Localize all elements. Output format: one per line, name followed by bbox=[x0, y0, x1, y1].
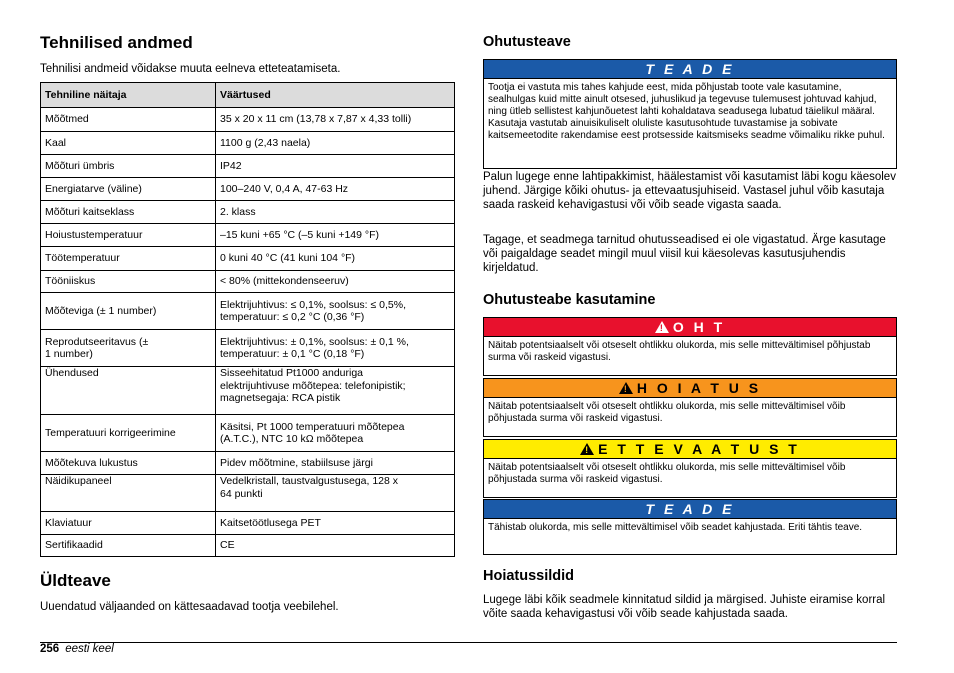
notice-box-1 bbox=[483, 59, 897, 169]
spec-value-cell: Käsitsi, Pt 1000 temperatuuri mõõtepea (A.T.C.), NTC 10 kΩ mõõtepea bbox=[216, 415, 455, 452]
notice-header-1: T E A D E bbox=[484, 60, 896, 79]
spec-header-name: Tehniline näitaja bbox=[41, 83, 216, 108]
spec-table-row bbox=[41, 367, 455, 415]
spec-value-cell: –15 kuni +65 °C (–5 kuni +149 °F) bbox=[216, 224, 455, 247]
spec-table-header-row bbox=[41, 83, 455, 108]
spec-value-cell: Elektrijuhtivus: ≤ 0,1%, soolsus: ≤ 0,5%, temperatuur: ≤ 0,2 °C (0,36 °F) bbox=[216, 293, 455, 330]
section-title-labels: Hoiatussildid bbox=[483, 568, 575, 584]
spec-name-cell: Mõõtmed bbox=[41, 108, 216, 132]
safety-paragraph-1: Palun lugege enne lahtipakkimist, häälestamist või kasutamist läbi kogu käesolev juhend. Järgige kõiki ohutus- ja ettevaatusjuhiseid. Vastasel juhul võib kasutaja saada raskeid kehavigastusi või võib seade vigasta saada. bbox=[483, 171, 896, 211]
warning-text: Näitab potentsiaalselt või otseselt ohtlikku olukorda, mis selle mittevältimisel võib põhjustada surma või raskeid vigastusi. bbox=[488, 401, 846, 424]
page-footer bbox=[40, 643, 114, 655]
spec-table-row bbox=[41, 132, 455, 155]
spec-table-row bbox=[41, 108, 455, 132]
spec-table bbox=[40, 82, 455, 557]
spec-value-cell: 1100 g (2,43 naela) bbox=[216, 132, 455, 155]
general-text: Uuendatud väljaanded on kättesaadavad tootja veebilehel. bbox=[40, 601, 339, 613]
warning-box bbox=[483, 378, 897, 437]
spec-value-cell: 2. klass bbox=[216, 201, 455, 224]
footer-language: eesti keel bbox=[65, 643, 114, 655]
spec-value-cell: 0 kuni 40 °C (41 kuni 104 °F) bbox=[216, 247, 455, 271]
spec-value-cell: Sisseehitatud Pt1000 anduriga elektrijuhtivuse mõõtepea: telefonipistik; magnetsegaja: RCA pistik bbox=[216, 367, 455, 415]
warning-triangle-icon: ! bbox=[619, 382, 633, 394]
spec-name-cell: Mõõtekuva lukustus bbox=[41, 452, 216, 475]
safety-paragraph-2: Tagage, et seadmega tarnitud ohutusseadised ei ole vigastatud. Ärge kasutage või paigaldage seadet mingil muul viisil kui käesolevas kasutusjuhendis kirjeldatud. bbox=[483, 234, 886, 274]
page-number: 256 bbox=[40, 643, 60, 655]
spec-table-row bbox=[41, 330, 455, 367]
spec-table-row bbox=[41, 475, 455, 512]
warning-triangle-icon: ! bbox=[655, 321, 669, 333]
section-title-general: Üldteave bbox=[40, 571, 111, 590]
spec-name-cell: Ühendused bbox=[41, 367, 216, 415]
spec-name-cell: Näidikupaneel bbox=[41, 475, 216, 512]
spec-table-row bbox=[41, 201, 455, 224]
spec-table-row bbox=[41, 535, 455, 557]
section-title-hazard-info: Ohutusteabe kasutamine bbox=[483, 292, 656, 308]
section-title-safety: Ohutusteave bbox=[483, 34, 571, 50]
spec-name-cell: Mõõturi ümbris bbox=[41, 155, 216, 178]
spec-value-cell: 35 x 20 x 11 cm (13,78 x 7,87 x 4,33 tolli) bbox=[216, 108, 455, 132]
danger-box bbox=[483, 317, 897, 376]
caution-text: Näitab potentsiaalselt või otseselt ohtlikku olukorda, mis selle mittevältimisel võib põhjustada surma või raskeid vigastusi. bbox=[488, 462, 846, 485]
spec-value-cell: Elektrijuhtivus: ± 0,1%, soolsus: ± 0,1 %, temperatuur: ± 0,1 °C (0,18 °F) bbox=[216, 330, 455, 367]
spec-value-cell: IP42 bbox=[216, 155, 455, 178]
spec-name-cell: Töötemperatuur bbox=[41, 247, 216, 271]
notice-header-2: T E A D E bbox=[484, 500, 896, 519]
spec-name-cell: Hoiustustemperatuur bbox=[41, 224, 216, 247]
spec-name-cell: Energiatarve (väline) bbox=[41, 178, 216, 201]
spec-name-cell: Reprodutseeritavus (± 1 number) bbox=[41, 330, 216, 367]
spec-name-cell: Kaal bbox=[41, 132, 216, 155]
section-title-technical-data: Tehnilised andmed bbox=[40, 33, 193, 52]
spec-table-row bbox=[41, 247, 455, 271]
spec-table-row bbox=[41, 178, 455, 201]
spec-name-cell: Mõõturi kaitseklass bbox=[41, 201, 216, 224]
technical-data-intro: Tehnilisi andmeid võidakse muuta eelneva etteteatamiseta. bbox=[40, 63, 341, 75]
spec-value-cell: < 80% (mittekondenseeruv) bbox=[216, 271, 455, 293]
footer-divider bbox=[40, 642, 897, 643]
spec-name-cell: Mõõteviga (± 1 number) bbox=[41, 293, 216, 330]
labels-text: Lugege läbi kõik seadmele kinnitatud sildid ja märgised. Juhiste eiramise korral võite saada kehavigastusi või võib seade kahjustada saada. bbox=[483, 594, 886, 620]
danger-header: ! O H T bbox=[484, 318, 896, 337]
spec-value-cell: Kaitsetöötlusega PET bbox=[216, 512, 455, 535]
spec-table-row bbox=[41, 155, 455, 178]
spec-table-row bbox=[41, 293, 455, 330]
notice-box-2 bbox=[483, 499, 897, 555]
spec-table-row bbox=[41, 224, 455, 247]
spec-header-value: Väärtused bbox=[216, 83, 455, 108]
spec-name-cell: Tööniiskus bbox=[41, 271, 216, 293]
caution-header: ! E T T E V A A T U S T bbox=[484, 440, 896, 459]
notice-text-2: Tähistab olukorda, mis selle mittevältimisel võib seadet kahjustada. Eriti tähtis teave. bbox=[488, 522, 863, 533]
spec-name-cell: Temperatuuri korrigeerimine bbox=[41, 415, 216, 452]
warning-triangle-icon: ! bbox=[580, 443, 594, 455]
danger-text: Näitab potentsiaalselt või otseselt ohtlikku olukorda, mis selle mittevältimisel põhjustab surma või raskeid vigastusi. bbox=[488, 340, 871, 363]
spec-name-cell: Sertifikaadid bbox=[41, 535, 216, 557]
spec-table-row bbox=[41, 415, 455, 452]
spec-table-row bbox=[41, 271, 455, 293]
spec-name-cell: Klaviatuur bbox=[41, 512, 216, 535]
spec-value-cell: CE bbox=[216, 535, 455, 557]
spec-table-row bbox=[41, 452, 455, 475]
warning-header: ! H O I A T U S bbox=[484, 379, 896, 398]
notice-text-1: Tootja ei vastuta mis tahes kahjude eest, mida põhjustab toote vale kasutamine, sealhulgas kuid mitte ainult otsesed, juhuslikud ja tegevuse tulemusest johtuvad kahjud, ning ütleb sellistest kahjunõuetest lahti kohaldatava seadusega lubatud täielikul määral. Kasutaja vastutab ainuisikuliselt oluliste kasutusohtude tuvastamise ja sobivate kaitsemeetodite rakendamise eest protsesside kaitsmiseks seadme võimaliku rikke puhul. bbox=[488, 82, 885, 141]
spec-value-cell: Pidev mõõtmine, stabiilsuse järgi bbox=[216, 452, 455, 475]
spec-value-cell: Vedelkristall, taustvalgustusega, 128 x 64 punkti bbox=[216, 475, 455, 512]
caution-box bbox=[483, 439, 897, 498]
spec-value-cell: 100–240 V, 0,4 A, 47-63 Hz bbox=[216, 178, 455, 201]
spec-table-row bbox=[41, 512, 455, 535]
